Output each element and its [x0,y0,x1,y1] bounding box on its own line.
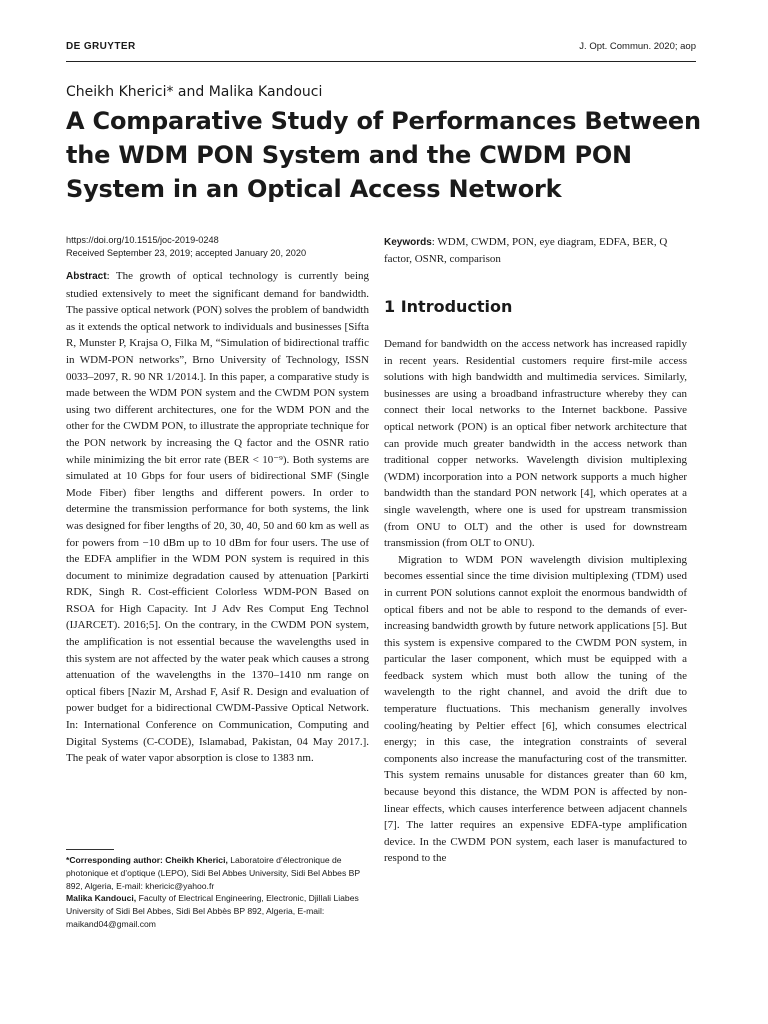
received-dates: Received September 23, 2019; accepted January 20, 2020 [66,248,307,258]
introduction-body [384,336,687,867]
abstract [66,268,369,767]
keywords-text: : WDM, CWDM, PON, eye diagram, EDFA, BER, Q factor, OSNR, comparison [384,236,668,265]
author-list: Cheikh Kherici* and Malika Kandouci [66,84,323,100]
keywords [384,234,696,268]
footnote-rule [66,849,114,850]
corresponding-author-note [66,854,372,892]
article-meta [66,234,386,260]
intro-paragraph-1: Demand for bandwidth on the access network has increased rapidly in recent years. Residential customers require first-mile access solutions with high bandwidth and multimedia services. Similarly, businesses are using a broadband infrastructure whereby they can connect their local networks to the Internet backbone. Passive optical network (PON) is an optical fiber network architecture that can provide much greater bandwidth in the access network than traditional copper networks. Wavelength division multiplexing (WDM) incorporation into a PON network supports a much higher bandwidth than the standard PON network [4], which operates at a single wavelength, where one is used for upstream transmission (from ONU to OLT) and the other is used for downstream transmission (from OLT to ONU). [384,338,687,550]
corresponding-author-affiliation: Laboratoire d’électronique de photonique et d’optique (LEPO), Sidi Bel Abbes University, Sidi Bel Abbes BP 892, Algeria, E-mail: khericic@yahoo.fr [66,855,360,891]
second-author-note [66,892,372,930]
journal-citation: J. Opt. Commun. 2020; aop [579,41,696,52]
doi-link[interactable]: https://doi.org/10.1515/joc-2019-0248 [66,235,219,245]
paper-title: A Comparative Study of Performances Between the WDM PON System and the CWDM PON System in an Optical Access Network [66,107,701,203]
abstract-label: Abstract [66,271,107,282]
keywords-label: Keywords [384,237,432,248]
publisher-name: DE GRUYTER [66,41,136,52]
second-author-label: Malika Kandouci, [66,893,137,904]
corresponding-author-label: *Corresponding author: Cheikh Kherici, [66,855,228,865]
second-author-affiliation: Faculty of Electrical Engineering, Electronic, Djillali Liabes University of Sidi Bel Abbes, Sidi Bel Abbès BP 892, Algeria, E-mail: maikand04@gmail.com [66,893,359,929]
header-rule [66,61,696,62]
section-heading-introduction: 1 Introduction [384,297,513,316]
abstract-text: : The growth of optical technology is currently being studied extensively to meet the significant demand for bandwidth. The passive optical network (PON) solves the problem of bandwidth as it extends the optical network to individuals and businesses [Sifta R, Munster P, Krajsa O, Filka M, “Simulation of bidirectional traffic in WDM-PON networks”, Brno University of Technology, ISSN 0033–2097, R. 90 NR 1/2014.]. In this paper, a comparative study is made between the WDM PON system and the CWDM PON system using two different architectures, one for the WDM PON and the other for the CWDM PON, to illustrate the appropriate technique for the PON network by increasing the Q factor and the OSNR ratio while minimizing the bit error rate (BER < 10⁻⁹). Both systems are simulated at 10 Gbps for four users of bidirectional SMF (Single Mode Fiber) fiber lengths and different powers. In order to determine the transmission performance for both systems, the link was designed for fiber lengths of 20, 30, 40, 50 and 60 km as well as for powers from −10 dBm up to 10 dBm for four users. The use of the EDFA amplifier in the WDM PON system is required in this document to minimize degradation caused by attenuation [Parkirti RDK, Singh R. Cost-efficient Colorless WDM-PON Based on RSOA for High Capacity. Int J Adv Res Comput Eng Technol (IJARCET). 2016;5]. On the contrary, in the CWDM PON system, the amplification is not essential because the wavelengths used in this system are not affected by the water peak which causes a strong attenuation of the wavelengths in the 1370–1410 nm range on optical fibers [Nazir M, Arshad F, Asif R. Design and evaluation of power budget for a bidirectional CWDM-Passive Optical Network. In: International Conference on Communication, Computing and Digital Systems (C-CODE), Islamabad, Pakistan, 04 May 2017.]. The peak of water vapor absorption is close to 1383 nm. [66,270,369,765]
intro-paragraph-2: Migration to WDM PON wavelength division multiplexing becomes essential since the time division multiplexing (TDM) used in current PON solutions cannot exploit the enormous bandwidth of optical fibers and not be able to respond to the demands of ever-increasing bandwidth growth by future network applications [5]. But this system is expensive compared to the CWDM PON system, in particular the laser component, which must be equipped with a feedback system which must both allow the tuning of the wavelength to the right channel, and avoid the drift due to temperature fluctuations. This mechanism generally involves cooling/heating by Peltier effect [6], which consumes electrical energy; in this case, the integration constraints of several components also increase the manufacturing cost of the transmitter. This system remains unusable for distances greater than 60 km, because beyond this distance, the WDM PON is affected by non-linear effects, which causes interference between adjacent channels [7]. The latter requires an expensive EDFA-type amplification device. In the CWDM PON system, each laser is manufactured to respond to the [384,553,687,865]
author-footnote [66,854,372,931]
